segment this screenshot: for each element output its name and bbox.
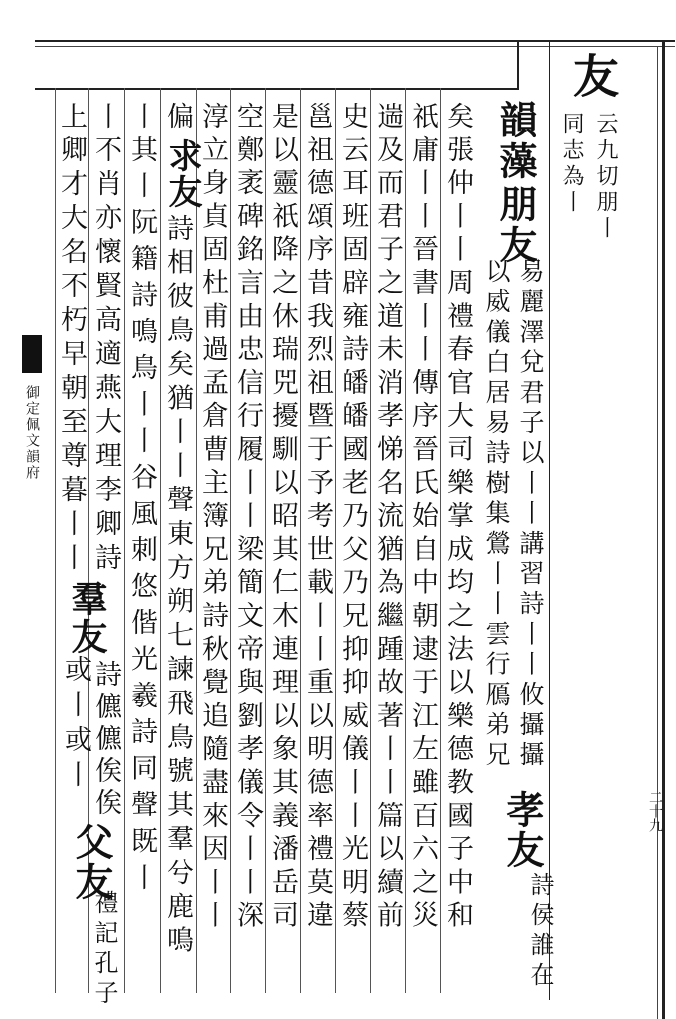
text-column-top-char: 上 (56, 102, 87, 136)
text-column-top-char: 史 (337, 102, 368, 136)
text-column: 詩相彼鳥矣猶丨丨聲東方朔七諫飛鳥號其羣兮鹿鳴 (162, 214, 193, 960)
text-column-top-char: 丨 (90, 102, 121, 136)
text-column: 卿才大名不朽早朝至尊暮丨丨 (56, 135, 87, 577)
column-rule (160, 88, 161, 993)
text-column: 立身貞固杜甫過孟倉曹主簿兄弟詩秋覺追隨盡來因丨丨 (197, 135, 228, 935)
headword-xiao-you-note: 詩侯誰在 (526, 872, 554, 992)
text-column: 不肖亦懷賢高適燕大理李卿詩 (90, 135, 121, 577)
text-column: 及而君子之道未消孝悌名流猶為繼踵故著丨丨篇以續前 (372, 135, 403, 935)
frame-right-rule (662, 40, 665, 1019)
header-fanqie: 云九切朋丨 (593, 112, 618, 242)
column-rule (265, 88, 266, 993)
text-column-top-char: 邕 (302, 102, 333, 136)
text-column: 云耳班固辟雍詩皤皤國老乃父乃兄抑抑威儀丨丨光明蔡 (337, 135, 368, 935)
text-column: 庸丨丨晉書丨丨傳序晉氏始自中朝逮于江左雖百六之災 (407, 135, 438, 935)
header-title-char: 友 (566, 52, 620, 100)
text-column: 鄭袤碑銘言由忠信行履丨丨梁簡文帝與劉孝儀令丨丨深 (232, 135, 263, 935)
text-column-top-char: 偏 (162, 102, 193, 136)
text-column-top-char: 丨 (126, 102, 157, 136)
column-rule (440, 88, 441, 993)
column-rule (230, 88, 231, 993)
header-note: 同志為丨 (559, 112, 584, 216)
column-rule (335, 88, 336, 993)
section-heading-rhyme-label: 韻藻 (493, 100, 538, 182)
frame-top-rule-inner (35, 46, 675, 47)
section-heading-word: 朋友 (493, 184, 538, 266)
headword-xiao-you: 孝友 (500, 790, 545, 870)
text-column-top-char: 遄 (372, 102, 403, 136)
text-column-top-char: 祇 (407, 102, 438, 136)
headword-qun-you: 羣友 (66, 580, 108, 656)
page-number: 二十九 (647, 790, 663, 832)
text-column-top-char: 矣 (442, 102, 473, 136)
text-column: 易麗澤兌君子以丨丨講習詩丨丨攸攝攝 (516, 258, 545, 772)
headword-qun-you-note: 詩儦儦俟俟 (90, 660, 121, 820)
text-column-top-char: 空 (232, 102, 263, 136)
frame-right-rule-inner (657, 46, 658, 1019)
headword-qiu-you: 求友 (162, 138, 202, 210)
text-column: 張仲丨丨周禮春官大司樂掌成均之法以樂德教國子中和 (442, 135, 473, 935)
text-column-top-char: 是 (267, 102, 298, 136)
margin-book-title: 御定佩文韻府 (24, 385, 40, 481)
header-box-bottom-rule (35, 88, 519, 90)
column-rule (370, 88, 371, 993)
text-column: 其丨阮籍詩鳴鳥丨丨谷風刺悠偕光羲詩同聲既丨 (126, 135, 157, 900)
margin-fishtail-block (22, 335, 42, 373)
headword-fu-you-note: 禮記孔子 (90, 890, 118, 1010)
text-column: 或丨或丨 (60, 655, 91, 795)
column-rule (124, 88, 125, 993)
text-column-top-char: 淳 (197, 102, 228, 136)
text-column: 以威儀白居易詩樹集鶯丨丨雲行鴈弟兄 (482, 258, 511, 772)
column-rule (300, 88, 301, 993)
headword-fu-you: 父友 (69, 822, 114, 902)
column-rule (405, 88, 406, 993)
header-box-left-rule (517, 40, 519, 88)
text-column: 以靈祇降之休瑞兕擾馴以昭其仁木連理以象其義潘岳司 (267, 135, 298, 935)
text-column: 祖德頌序昔我烈祖暨于予考世載丨丨重以明德率禮莫違 (302, 135, 333, 935)
frame-top-rule (35, 40, 675, 42)
